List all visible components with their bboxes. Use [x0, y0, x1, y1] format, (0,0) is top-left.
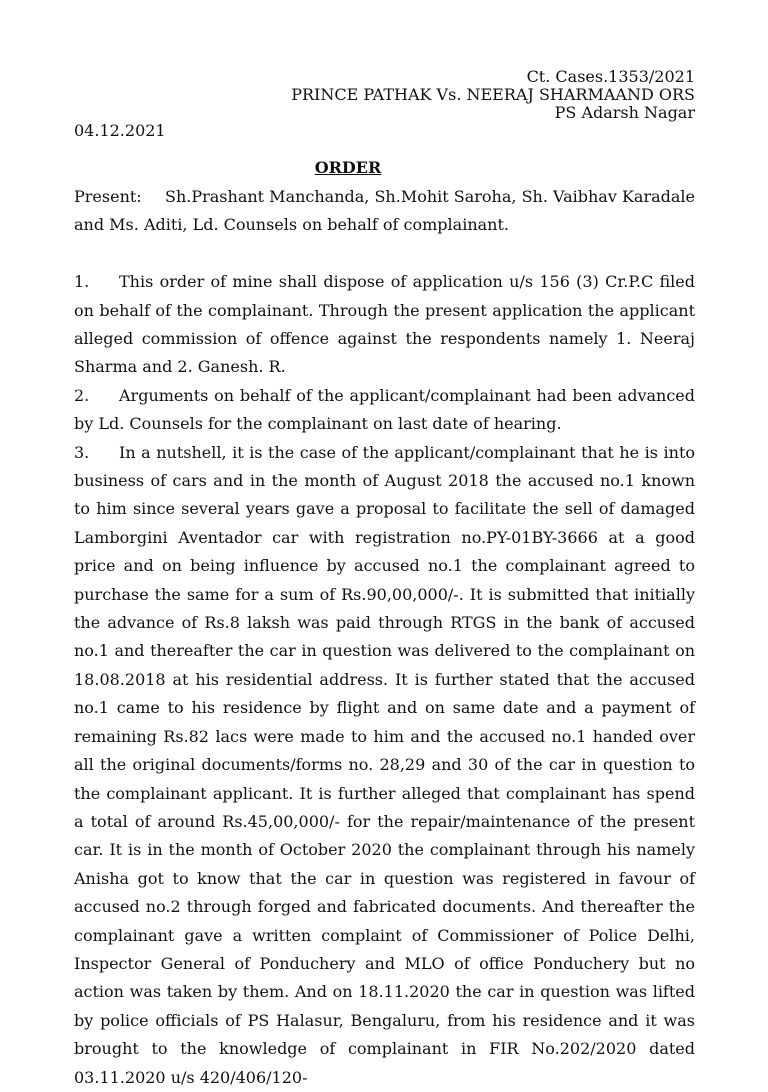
order-date: 04.12.2021 [74, 121, 166, 140]
order-title: ORDER [314, 158, 382, 177]
case-number: Ct. Cases.1353/2021 [526, 67, 695, 86]
paragraph-2 [74, 382, 695, 439]
paragraph-text: This order of mine shall dispose of application u/s 156 (3) Cr.P.C filed on behalf of the complainant. Through the present application the applicant alleged commission of offence against the respondents namely 1. Neeraj Sharma and 2. Ganesh. R. [74, 272, 695, 377]
order-body [74, 183, 695, 1092]
case-parties: PRINCE PATHAK Vs. NEERAJ SHARMAAND ORS [291, 85, 695, 104]
paragraph-text: In a nutshell, it is the case of the applicant/complainant that he is into business of cars and in the month of August 2018 the accused no.1 known to him since several years gave a proposal to facilitate the sell of damaged Lamborgini Aventador car with registration no.PY-01BY-3666 at a good price and on being influence by accused no.1 the complainant agreed to purchase the same for a sum of Rs.90,00,000/-. It is submitted that initially the advance of Rs.8 laksh was paid through RTGS in the bank of accused no.1 and thereafter the car in question was delivered to the complainant on 18.08.2018 at his residential address. It is further stated that the accused no.1 came to his residence by flight and on same date and a payment of remaining Rs.82 lacs were made to him and the accused no.1 handed over all the original documents/forms no. 28,29 and 30 of the car in question to the complainant applicant. It is further alleged that complainant has spend a total of around Rs.45,00,000/- for the repair/maintenance of the present car. It is in the month of October 2020 the complainant through his namely Anisha got to know that the car in question was registered in favour of accused no.2 through forged and fabricated documents. And thereafter the complainant gave a written complaint of Commissioner of Police Delhi, Inspector General of Ponduchery and MLO of office Ponduchery but no action was taken by them. And on 18.11.2020 the car in question was lifted by police officials of PS Halasur, Bengaluru, from his residence and it was brought to the knowledge of complainant in FIR No.202/2020 dated 03.11.2020 u/s 420/406/120- [74, 442, 695, 1087]
paragraph-spacer [74, 240, 695, 268]
paragraph-number: 2. [74, 385, 90, 405]
paragraph-number: 3. [74, 442, 90, 462]
paragraph-3 [74, 439, 695, 1092]
police-station: PS Adarsh Nagar [554, 103, 695, 122]
present-label: Present: [74, 187, 142, 206]
paragraph-number: 1. [74, 272, 90, 292]
case-header [291, 68, 695, 122]
paragraph-text: Arguments on behalf of the applicant/complainant had been advanced by Ld. Counsels for the complainant on last date of hearing. [74, 385, 695, 434]
paragraph-1 [74, 268, 695, 382]
present-text: Sh.Prashant Manchanda, Sh.Mohit Saroha, Sh. Vaibhav Karadale and Ms. Aditi, Ld. Counsels on behalf of complainant. [74, 187, 696, 235]
document-page [74, 0, 696, 1087]
present-paragraph [74, 183, 695, 240]
